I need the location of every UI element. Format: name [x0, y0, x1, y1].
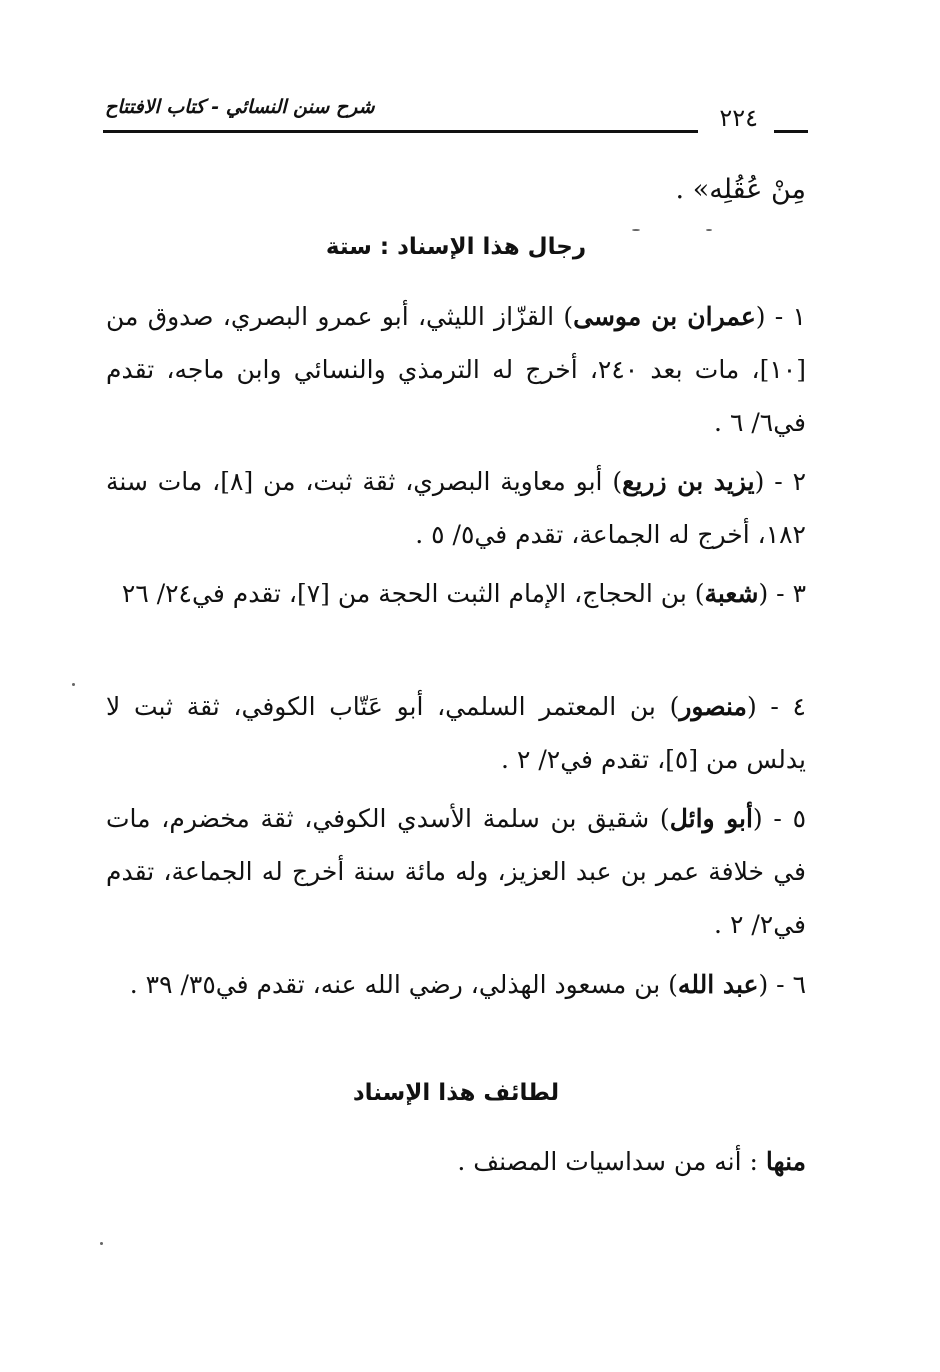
narrator-name: منصور — [679, 692, 747, 721]
scan-speck — [100, 1242, 103, 1245]
subtlety-text: : أنه من سداسيات المصنف . — [457, 1147, 758, 1176]
narrator-entry-4 — [106, 680, 806, 786]
subtlety-lead: منها — [765, 1147, 806, 1176]
narrator-details: ) القزّاز الليثي، أبو عمرو البصري، صدوق من [١٠]، مات بعد ٢٤٠، أخرج له الترمذي والنسائي وابن ماجه، تقدم في٦/ ٦ . — [106, 302, 806, 437]
scan-speck — [632, 229, 640, 231]
narrator-number: ٢ - ( — [754, 467, 806, 496]
narrator-name: عمران بن موسى — [573, 302, 756, 331]
scan-speck — [706, 229, 712, 231]
running-title: شرح سنن النسائي - كتاب الافتتاح — [105, 96, 375, 118]
narrators-heading: رجال هذا الإسناد : ستة — [325, 234, 587, 260]
narrator-number: ٤ - ( — [746, 692, 806, 721]
running-header — [95, 92, 820, 132]
header-rule — [103, 130, 698, 133]
narrator-number: ١ - ( — [755, 302, 806, 331]
narrator-details: ) أبو معاوية البصري، ثقة ثبت، من [٨]، مات سنة ١٨٢، أخرج له الجماعة، تقدم في٥/ ٥ . — [106, 467, 806, 549]
subtleties-heading: لطائف هذا الإسناد — [352, 1080, 560, 1106]
page-number-dash — [774, 130, 808, 133]
narrator-name: عبد الله — [677, 970, 759, 999]
narrator-entry-5 — [106, 792, 806, 951]
narrator-details: ) شقيق بن سلمة الأسدي الكوفي، ثقة مخضرم، مات في خلافة عمر بن عبد العزيز، وله مائة سنة أخرج له الجماعة، تقدم في٢/ ٢ . — [106, 804, 806, 939]
narrator-number: ٦ - ( — [758, 970, 806, 999]
narrator-details: ) بن الحجاج، الإمام الثبت الحجة من [٧]، تقدم في٢٤/ ٢٦ — [121, 579, 705, 608]
page-number: ٢٢٤ — [719, 104, 758, 132]
narrator-entry-2 — [106, 455, 806, 561]
narrator-entry-6 — [106, 958, 806, 1011]
narrator-entry-1 — [106, 290, 806, 449]
scan-speck — [72, 683, 75, 686]
subtlety-entry-1 — [106, 1135, 806, 1188]
narrator-entry-3 — [106, 567, 806, 620]
narrator-name: شعبة — [704, 579, 759, 608]
narrator-name: يزيد بن زريع — [622, 467, 755, 496]
narrator-details: ) بن مسعود الهذلي، رضي الله عنه، تقدم في٣٥/ ٣٩ . — [129, 970, 678, 999]
narrator-number: ٣ - ( — [758, 579, 806, 608]
continuation-text: مِنْ عُقُلِه» . — [675, 174, 806, 205]
narrator-details: ) بن المعتمر السلمي، أبو عَتّاب الكوفي، ثقة ثبت لا يدلس من [٥]، تقدم في٢/ ٢ . — [106, 692, 806, 774]
narrator-number: ٥ - ( — [752, 804, 806, 833]
narrator-name: أبو وائل — [669, 804, 753, 833]
